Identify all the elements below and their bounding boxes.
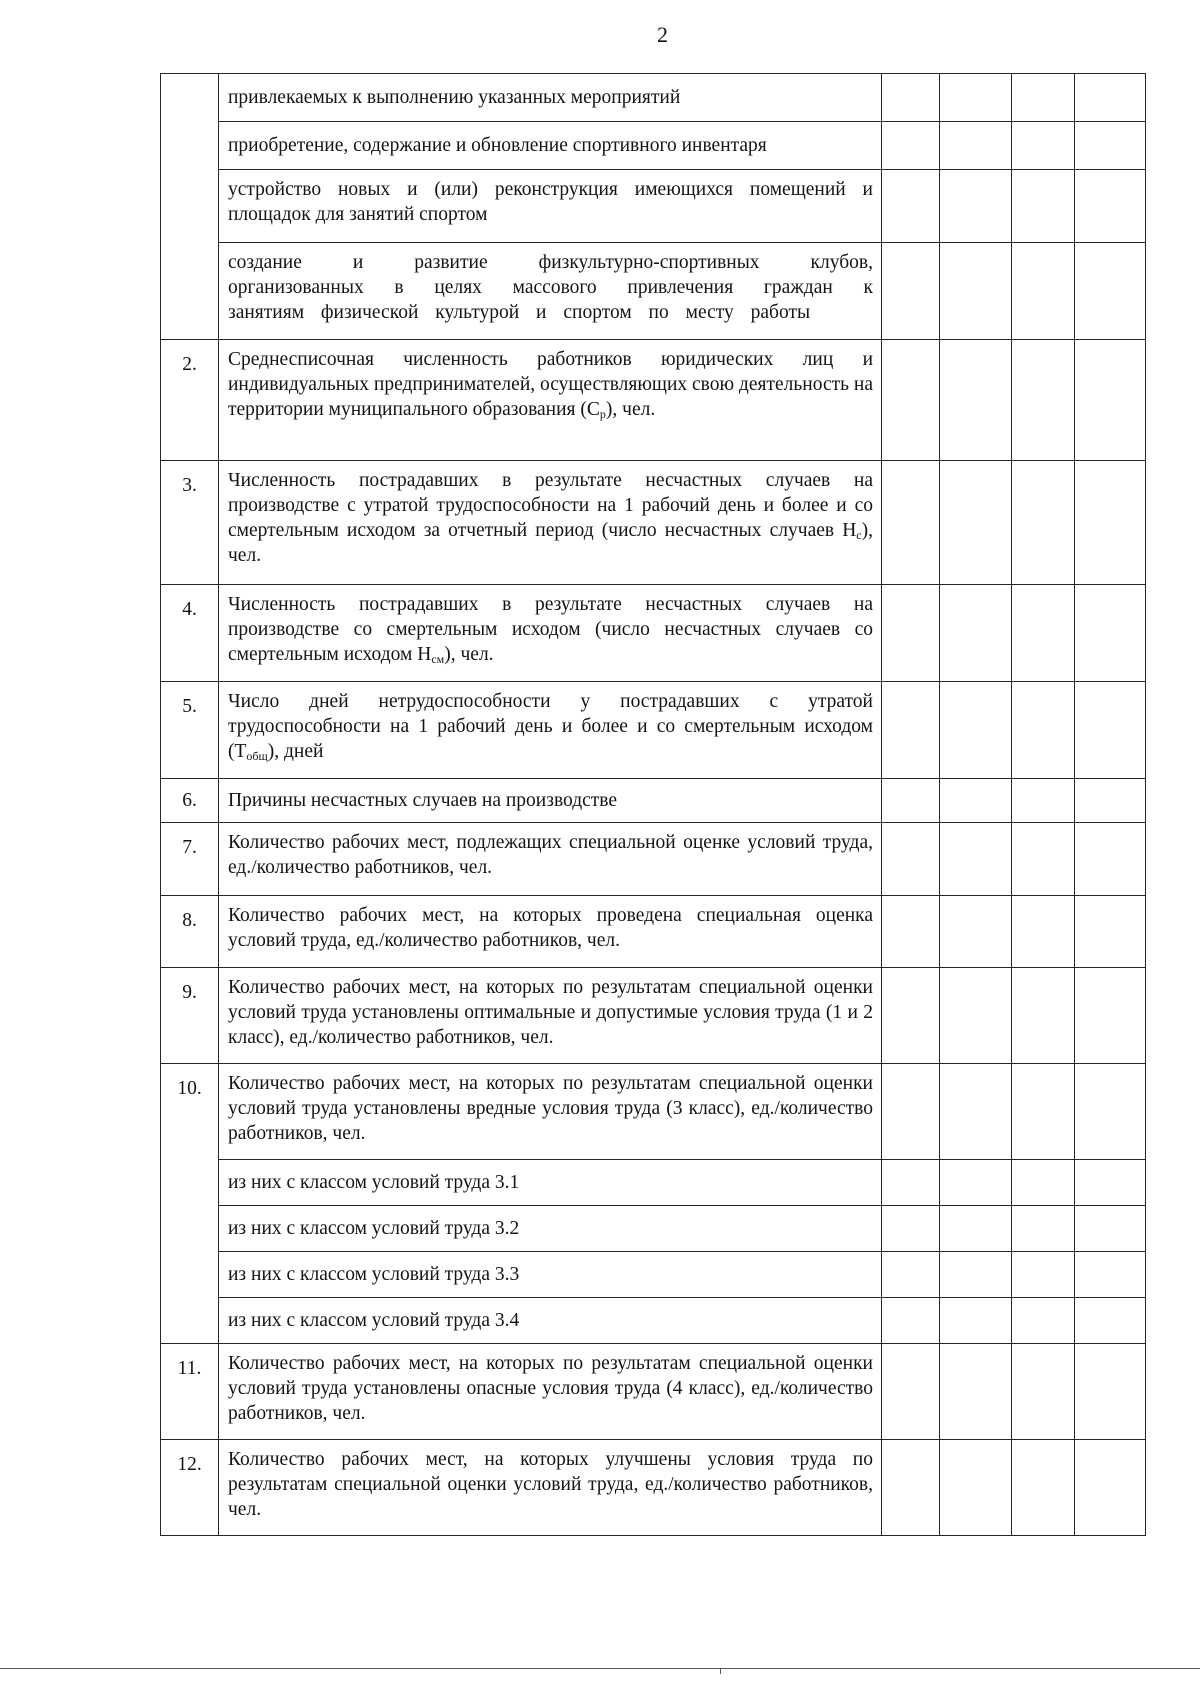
row-description: из них с классом условий труда 3.4	[219, 1298, 882, 1344]
row-number-cell: 10.	[161, 1064, 219, 1344]
value-cell	[1012, 74, 1075, 122]
row-number-cell: 5.	[161, 682, 219, 779]
value-cell	[882, 823, 940, 896]
row-text: Число дней нетрудоспособности у пострадавших с утратой трудоспособности на 1 рабочий день и более и со смертельным исходом (Т	[228, 691, 873, 762]
row-description: Количество рабочих мест, на которых по результатам специальной оценки условий труда установлены оптимальные и допустимые условия труда (1 и 2 класс), ед./количество работников, чел.	[219, 968, 882, 1064]
value-cell	[1012, 122, 1075, 170]
value-cell	[1075, 340, 1146, 461]
row-description	[219, 340, 882, 461]
table-row	[161, 823, 1146, 896]
value-cell	[940, 1064, 1012, 1160]
value-cell	[1075, 585, 1146, 682]
value-cell	[1075, 682, 1146, 779]
table-row	[161, 74, 1146, 122]
row-description: Количество рабочих мест, на которых проведена специальная оценка условий труда, ед./количество работников, чел.	[219, 896, 882, 968]
value-cell	[1075, 823, 1146, 896]
table-row	[161, 1252, 1146, 1298]
row-number-cell: 12.	[161, 1440, 219, 1536]
value-cell	[882, 74, 940, 122]
row-number-cell: 6.	[161, 779, 219, 823]
value-cell	[882, 340, 940, 461]
value-cell	[940, 779, 1012, 823]
row-description	[219, 585, 882, 682]
value-cell	[940, 74, 1012, 122]
subscript: с	[856, 528, 862, 542]
table-row	[161, 585, 1146, 682]
table-row	[161, 682, 1146, 779]
value-cell	[882, 968, 940, 1064]
value-cell	[1075, 1344, 1146, 1440]
value-cell	[882, 122, 940, 170]
row-description: Количество рабочих мест, на которых по результатам специальной оценки условий труда установлены опасные условия труда (4 класс), ед./количество работников, чел.	[219, 1344, 882, 1440]
value-cell	[882, 461, 940, 585]
row-number-cell	[161, 74, 219, 340]
value-cell	[1075, 243, 1146, 340]
value-cell	[1075, 1064, 1146, 1160]
value-cell	[940, 243, 1012, 340]
value-cell	[882, 170, 940, 243]
value-cell	[1075, 1298, 1146, 1344]
value-cell	[940, 896, 1012, 968]
value-cell	[1012, 243, 1075, 340]
table-row	[161, 1206, 1146, 1252]
row-number-cell: 4.	[161, 585, 219, 682]
indicators-table	[160, 73, 1146, 1536]
row-text: Среднесписочная численность работников юридических лиц и индивидуальных предпринимателей, осуществляющих свою деятельность на территории муниципального образования (C	[228, 349, 873, 420]
value-cell	[1012, 585, 1075, 682]
value-cell	[882, 1252, 940, 1298]
value-cell	[940, 170, 1012, 243]
row-description: Количество рабочих мест, на которых улучшены условия труда по результатам специальной оценки условий труда, ед./количество работников, чел.	[219, 1440, 882, 1536]
table-row	[161, 779, 1146, 823]
value-cell	[940, 340, 1012, 461]
row-text-after: ), чел.	[228, 520, 873, 566]
value-cell	[1012, 1160, 1075, 1206]
value-cell	[940, 1298, 1012, 1344]
value-cell	[882, 1440, 940, 1536]
value-cell	[1012, 823, 1075, 896]
value-cell	[1012, 1252, 1075, 1298]
row-description: устройство новых и (или) реконструкция имеющихся помещений и площадок для занятий спортом	[219, 170, 882, 243]
value-cell	[1075, 779, 1146, 823]
row-description: приобретение, содержание и обновление спортивного инвентаря	[219, 122, 882, 170]
value-cell	[882, 1206, 940, 1252]
value-cell	[1075, 74, 1146, 122]
value-cell	[1075, 1206, 1146, 1252]
row-description: из них с классом условий труда 3.1	[219, 1160, 882, 1206]
value-cell	[1012, 170, 1075, 243]
value-cell	[1075, 461, 1146, 585]
row-number-cell: 2.	[161, 340, 219, 461]
value-cell	[940, 585, 1012, 682]
value-cell	[1075, 1440, 1146, 1536]
value-cell	[882, 896, 940, 968]
row-description: из них с классом условий труда 3.2	[219, 1206, 882, 1252]
value-cell	[1012, 1298, 1075, 1344]
row-number-cell: 11.	[161, 1344, 219, 1440]
table-row	[161, 1344, 1146, 1440]
row-text: Численность пострадавших в результате несчастных случаев на производстве с утратой трудоспособности на 1 рабочий день и более и со смертельным исходом за отчетный период (число несчастных случаев Н	[228, 470, 873, 541]
value-cell	[940, 1252, 1012, 1298]
row-number-cell: 8.	[161, 896, 219, 968]
value-cell	[1012, 1206, 1075, 1252]
value-cell	[882, 243, 940, 340]
value-cell	[1075, 1252, 1146, 1298]
value-cell	[940, 1344, 1012, 1440]
row-description: Количество рабочих мест, на которых по результатам специальной оценки условий труда установлены вредные условия труда (3 класс), ед./количество работников, чел.	[219, 1064, 882, 1160]
table-row	[161, 461, 1146, 585]
table-row	[161, 1160, 1146, 1206]
value-cell	[1075, 122, 1146, 170]
value-cell	[882, 1160, 940, 1206]
row-text: Численность пострадавших в результате несчастных случаев на производстве со смертельным исходом (число несчастных случаев со смертельным исходом Н	[228, 594, 873, 665]
row-description: создание и развитие физкультурно-спортивных клубов, организованных в целях массового привлечения граждан к занятиям физической культурой и спортом по месту работы	[219, 243, 882, 340]
value-cell	[1075, 968, 1146, 1064]
value-cell	[882, 1064, 940, 1160]
table-row	[161, 1440, 1146, 1536]
table-row	[161, 243, 1146, 340]
value-cell	[882, 682, 940, 779]
row-description: Причины несчастных случаев на производстве	[219, 779, 882, 823]
value-cell	[1012, 896, 1075, 968]
value-cell	[940, 461, 1012, 585]
value-cell	[1012, 461, 1075, 585]
table-row	[161, 896, 1146, 968]
value-cell	[1012, 1064, 1075, 1160]
value-cell	[1075, 1160, 1146, 1206]
subscript: см	[431, 652, 445, 666]
value-cell	[882, 779, 940, 823]
row-description: из них с классом условий труда 3.3	[219, 1252, 882, 1298]
value-cell	[940, 122, 1012, 170]
row-description	[219, 682, 882, 779]
value-cell	[940, 682, 1012, 779]
value-cell	[1012, 779, 1075, 823]
table-row	[161, 1064, 1146, 1160]
row-number-cell: 3.	[161, 461, 219, 585]
subscript: р	[599, 407, 606, 421]
value-cell	[940, 823, 1012, 896]
table-row	[161, 340, 1146, 461]
value-cell	[1012, 682, 1075, 779]
bottom-rule	[0, 1668, 1200, 1669]
value-cell	[882, 585, 940, 682]
table-row	[161, 968, 1146, 1064]
table-row	[161, 1298, 1146, 1344]
value-cell	[1012, 340, 1075, 461]
bottom-tick	[720, 1668, 721, 1674]
row-number-cell: 7.	[161, 823, 219, 896]
row-text-after: ), чел.	[444, 644, 494, 665]
value-cell	[940, 1440, 1012, 1536]
value-cell	[1012, 1344, 1075, 1440]
value-cell	[1075, 896, 1146, 968]
row-description: привлекаемых к выполнению указанных мероприятий	[219, 74, 882, 122]
row-number-cell: 9.	[161, 968, 219, 1064]
value-cell	[882, 1344, 940, 1440]
table-row	[161, 170, 1146, 243]
value-cell	[940, 1160, 1012, 1206]
value-cell	[1075, 170, 1146, 243]
page-number: 2	[657, 22, 668, 47]
row-description	[219, 461, 882, 585]
row-text-after: ), чел.	[605, 399, 656, 420]
subscript: общ	[246, 749, 268, 763]
table-row	[161, 122, 1146, 170]
row-description: Количество рабочих мест, подлежащих специальной оценке условий труда, ед./количество работников, чел.	[219, 823, 882, 896]
value-cell	[940, 968, 1012, 1064]
value-cell	[882, 1298, 940, 1344]
value-cell	[940, 1206, 1012, 1252]
row-text-after: ), дней	[267, 741, 324, 762]
value-cell	[1012, 968, 1075, 1064]
value-cell	[1012, 1440, 1075, 1536]
